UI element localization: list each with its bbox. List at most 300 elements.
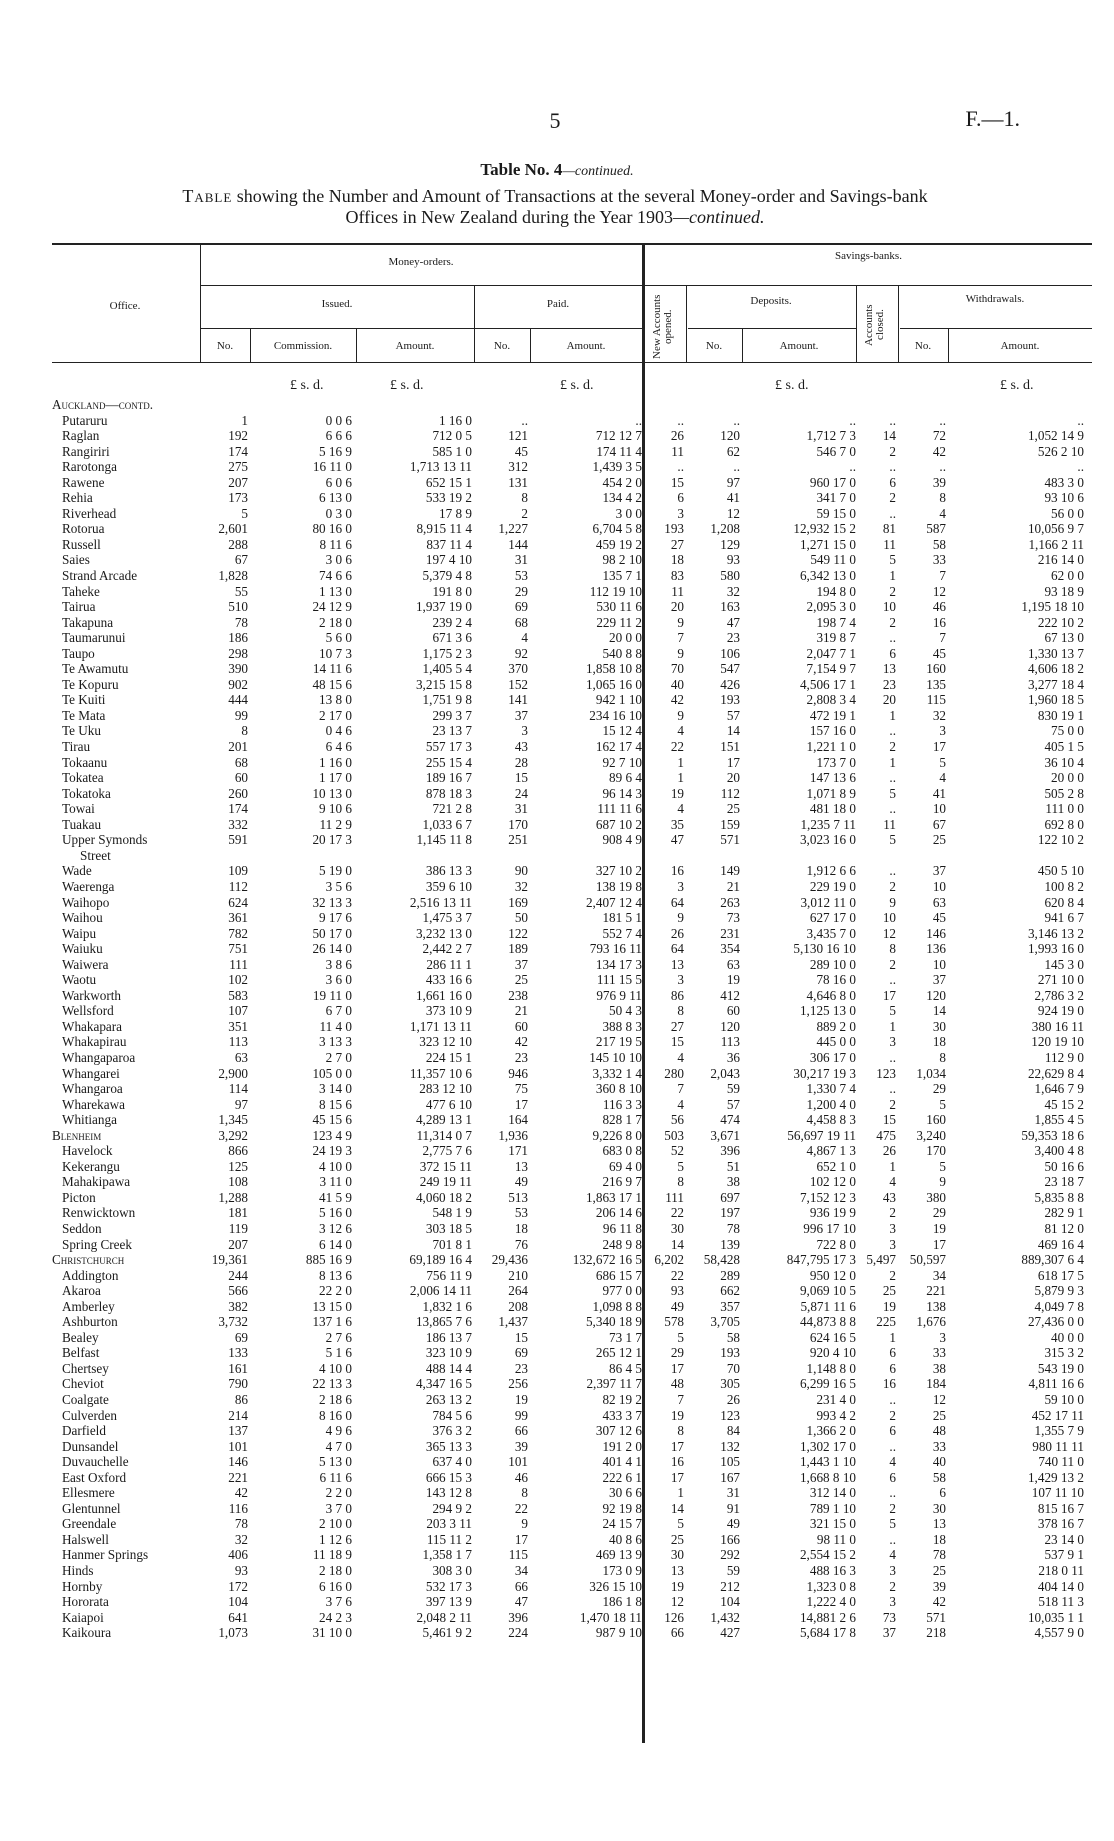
issued-commission: 24 2 3 bbox=[319, 1609, 352, 1625]
deposits-amount: 1,366 2 0 bbox=[806, 1423, 856, 1439]
deposits-no: 112 bbox=[720, 785, 740, 801]
new-accounts: 64 bbox=[670, 941, 684, 957]
paid-no: 69 bbox=[514, 599, 528, 615]
deposits-no: 105 bbox=[720, 1454, 740, 1470]
new-accounts: 49 bbox=[670, 1298, 684, 1314]
issued-amount: 323 10 9 bbox=[425, 1345, 472, 1361]
issued-commission: 5 19 0 bbox=[319, 863, 352, 879]
accounts-closed: 26 bbox=[882, 1143, 896, 1159]
office-name: Rotorua bbox=[62, 521, 105, 537]
new-accounts: 18 bbox=[670, 552, 684, 568]
table-row bbox=[0, 1594, 1114, 1610]
col-rule-7 bbox=[856, 285, 857, 363]
new-accounts: 14 bbox=[670, 1236, 684, 1252]
deposits-amount: 56,697 19 11 bbox=[787, 1127, 856, 1143]
deposits-no: 113 bbox=[720, 1034, 740, 1050]
issued-amount: 1,937 19 0 bbox=[415, 599, 472, 615]
deposits-amount: 549 11 0 bbox=[810, 552, 856, 568]
issued-commission: 2 17 0 bbox=[319, 707, 352, 723]
office-name: Waiwera bbox=[62, 956, 109, 972]
deposits-no: 1,208 bbox=[710, 521, 740, 537]
deposits-no: 97 bbox=[726, 474, 740, 490]
withdrawals-amount: 5,835 8 8 bbox=[1034, 1189, 1084, 1205]
issued-no: 214 bbox=[228, 1407, 248, 1423]
paid-no: 76 bbox=[514, 1236, 528, 1252]
issued-no: 591 bbox=[228, 832, 248, 848]
accounts-closed: 6 bbox=[889, 1469, 896, 1485]
accounts-closed: 1 bbox=[889, 568, 896, 584]
issued-commission: 41 5 9 bbox=[319, 1189, 352, 1205]
withdrawals-no: 184 bbox=[926, 1376, 946, 1392]
header-issued-no: No. bbox=[216, 340, 234, 352]
header-bottom-rule bbox=[52, 362, 1092, 363]
issued-amount: 286 11 1 bbox=[426, 956, 472, 972]
deposits-no: 120 bbox=[720, 428, 740, 444]
table-row bbox=[0, 428, 1114, 444]
paid-no: 15 bbox=[514, 770, 528, 786]
issued-no: 201 bbox=[228, 739, 248, 755]
paid-amount: 98 2 10 bbox=[602, 552, 642, 568]
accounts-closed: 123 bbox=[876, 1065, 896, 1081]
paid-amount: 69 4 0 bbox=[609, 1158, 642, 1174]
withdrawals-amount: 59 10 0 bbox=[1044, 1392, 1084, 1407]
table-row bbox=[0, 1003, 1114, 1019]
issued-commission: 6 7 0 bbox=[325, 1003, 352, 1019]
table-row bbox=[0, 1423, 1114, 1439]
issued-amount: 186 13 7 bbox=[425, 1329, 472, 1345]
office-name: Te Awamutu bbox=[62, 661, 129, 677]
issued-no: 146 bbox=[228, 1454, 248, 1470]
table-row bbox=[0, 863, 1114, 879]
withdrawals-no: 587 bbox=[926, 521, 946, 537]
withdrawals-no: 30 bbox=[932, 1500, 946, 1516]
table-row bbox=[0, 475, 1114, 491]
withdrawals-no: 12 bbox=[932, 583, 946, 599]
paid-no: 66 bbox=[514, 1423, 528, 1439]
table-row bbox=[0, 1066, 1114, 1082]
issued-no: 78 bbox=[234, 614, 248, 630]
accounts-closed: 4 bbox=[889, 1547, 896, 1563]
office-name: Picton bbox=[62, 1189, 96, 1205]
paid-no: 53 bbox=[514, 1205, 528, 1221]
deposits-no: 31 bbox=[726, 1485, 740, 1501]
issued-commission: 0 3 0 bbox=[325, 505, 352, 521]
issued-no: 69 bbox=[234, 1329, 248, 1345]
deposits-amount: 624 16 5 bbox=[809, 1329, 856, 1345]
accounts-closed: .. bbox=[889, 1081, 896, 1097]
paid-amount: 683 0 8 bbox=[602, 1143, 642, 1159]
office-name: Warkworth bbox=[62, 987, 121, 1003]
issued-amount: 299 3 7 bbox=[432, 707, 472, 723]
withdrawals-no: 5 bbox=[939, 754, 946, 770]
new-accounts: 42 bbox=[670, 692, 684, 708]
new-accounts: 17 bbox=[670, 1360, 684, 1376]
deposits-no: 426 bbox=[720, 676, 740, 692]
issued-commission: 31 10 0 bbox=[312, 1625, 352, 1641]
deposits-amount: 996 17 10 bbox=[803, 1220, 856, 1236]
paid-no: 513 bbox=[508, 1189, 528, 1205]
withdrawals-no: 78 bbox=[932, 1547, 946, 1563]
withdrawals-no: .. bbox=[939, 459, 946, 475]
new-accounts: 3 bbox=[677, 878, 684, 894]
deposits-no: 59 bbox=[726, 1081, 740, 1097]
accounts-closed: 3 bbox=[889, 1594, 896, 1610]
issued-amount: 8,915 11 4 bbox=[416, 521, 472, 537]
deposits-no: 263 bbox=[720, 894, 740, 910]
deposits-amount: 5,871 11 6 bbox=[800, 1298, 856, 1314]
paid-no: 169 bbox=[508, 894, 528, 910]
issued-commission: 13 8 0 bbox=[319, 692, 352, 708]
accounts-closed: .. bbox=[889, 1485, 896, 1501]
issued-amount: 197 4 10 bbox=[425, 552, 472, 568]
paid-amount: 1,863 17 1 bbox=[585, 1189, 642, 1205]
withdrawals-amount: 505 2 8 bbox=[1044, 785, 1084, 801]
table-row bbox=[0, 1190, 1114, 1206]
accounts-closed: 13 bbox=[882, 661, 896, 677]
paid-amount: 828 1 7 bbox=[602, 1112, 642, 1128]
issued-amount: 756 11 9 bbox=[426, 1267, 472, 1283]
deposits-amount: 5,684 17 8 bbox=[799, 1625, 856, 1641]
withdrawals-amount: 4,811 16 6 bbox=[1028, 1376, 1084, 1392]
issued-commission: 6 4 6 bbox=[325, 739, 352, 755]
accounts-closed: 10 bbox=[882, 910, 896, 926]
withdrawals-no: 8 bbox=[939, 490, 946, 506]
deposits-amount: 889 2 0 bbox=[816, 1018, 856, 1034]
issued-commission: 3 7 6 bbox=[325, 1594, 352, 1610]
office-name: Tokaanu bbox=[62, 754, 108, 770]
issued-no: 361 bbox=[228, 910, 248, 926]
new-accounts: 20 bbox=[670, 599, 684, 615]
new-accounts: 27 bbox=[670, 1018, 684, 1034]
withdrawals-no: 33 bbox=[932, 1438, 946, 1454]
withdrawals-amount: 380 16 11 bbox=[1031, 1018, 1084, 1034]
paid-amount: 89 6 4 bbox=[609, 770, 642, 786]
withdrawals-amount: 404 14 0 bbox=[1037, 1578, 1084, 1594]
issued-amount: 2,516 13 11 bbox=[409, 894, 472, 910]
accounts-closed: 8 bbox=[889, 941, 896, 957]
issued-no: 244 bbox=[228, 1267, 248, 1283]
office-name: Waerenga bbox=[62, 878, 115, 894]
table-row bbox=[0, 832, 1114, 848]
paid-amount: 1,065 16 0 bbox=[585, 676, 642, 692]
withdrawals-no: 12 bbox=[932, 1392, 946, 1407]
deposits-amount: 306 17 0 bbox=[809, 1049, 856, 1065]
accounts-closed: .. bbox=[889, 1438, 896, 1454]
paid-no: 164 bbox=[508, 1112, 528, 1128]
paid-no: 2 bbox=[521, 505, 528, 521]
table-row bbox=[0, 677, 1114, 693]
issued-amount: 5,379 4 8 bbox=[422, 568, 472, 584]
table-row bbox=[0, 1454, 1114, 1470]
deposits-no: 21 bbox=[726, 878, 740, 894]
new-accounts: 4 bbox=[677, 801, 684, 817]
deposits-amount: 1,071 8 9 bbox=[806, 785, 856, 801]
office-name: Hinds bbox=[62, 1563, 94, 1579]
withdrawals-amount: 1,195 18 10 bbox=[1021, 599, 1084, 615]
withdrawals-amount: 618 17 5 bbox=[1037, 1267, 1084, 1283]
issued-commission: 3 6 0 bbox=[325, 972, 352, 988]
issued-amount: 308 3 0 bbox=[432, 1563, 472, 1579]
deposits-amount: 98 11 0 bbox=[816, 1531, 856, 1547]
office-name: Wade bbox=[62, 863, 92, 879]
issued-no: 172 bbox=[228, 1578, 248, 1594]
new-accounts: 17 bbox=[670, 1438, 684, 1454]
withdrawals-no: 3,240 bbox=[916, 1127, 946, 1143]
table-row bbox=[0, 895, 1114, 911]
table-row bbox=[0, 1050, 1114, 1066]
office-name: Rehia bbox=[62, 490, 93, 506]
issued-commission: 2 18 0 bbox=[319, 1563, 352, 1579]
deposits-amount: 2,047 7 1 bbox=[806, 645, 856, 661]
paid-no: 8 bbox=[521, 490, 528, 506]
issued-amount: 585 1 0 bbox=[432, 443, 472, 459]
new-accounts: 7 bbox=[677, 1392, 684, 1407]
deposits-no: 396 bbox=[720, 1143, 740, 1159]
accounts-closed: 2 bbox=[889, 583, 896, 599]
withdrawals-no: 14 bbox=[932, 1003, 946, 1019]
subtitle-cont: —continued. bbox=[673, 207, 765, 227]
issued-amount: 2,442 2 7 bbox=[422, 941, 472, 957]
paid-no: 75 bbox=[514, 1081, 528, 1097]
issued-amount: 294 9 2 bbox=[432, 1500, 472, 1516]
accounts-closed: 6 bbox=[889, 645, 896, 661]
table-row bbox=[0, 1299, 1114, 1315]
issued-amount: 1,713 13 11 bbox=[409, 459, 472, 475]
deposits-no: 571 bbox=[720, 832, 740, 848]
deposits-no: 17 bbox=[726, 754, 740, 770]
deposits-no: 163 bbox=[720, 599, 740, 615]
issued-no: 351 bbox=[228, 1018, 248, 1034]
accounts-closed: .. bbox=[889, 972, 896, 988]
header-withdrawals-amount: Amount. bbox=[1000, 340, 1040, 352]
issued-no: 181 bbox=[228, 1205, 248, 1221]
accounts-closed: 43 bbox=[882, 1189, 896, 1205]
withdrawals-amount: 10,056 9 7 bbox=[1027, 521, 1084, 537]
withdrawals-amount: 122 10 2 bbox=[1037, 832, 1084, 848]
deposits-amount: 1,222 4 0 bbox=[806, 1594, 856, 1610]
table-row bbox=[0, 444, 1114, 460]
deposits-no: 123 bbox=[720, 1407, 740, 1423]
issued-commission: 137 1 6 bbox=[312, 1314, 352, 1330]
withdrawals-no: 29 bbox=[932, 1205, 946, 1221]
deposits-no: 23 bbox=[726, 630, 740, 646]
issued-commission: 6 13 0 bbox=[319, 490, 352, 506]
new-accounts: 8 bbox=[677, 1003, 684, 1019]
issued-no: 55 bbox=[234, 583, 248, 599]
issued-amount: 17 8 9 bbox=[439, 505, 472, 521]
office-name: Whakapirau bbox=[62, 1034, 127, 1050]
issued-commission: 3 11 0 bbox=[319, 1174, 352, 1190]
new-accounts: 14 bbox=[670, 1500, 684, 1516]
deposits-amount: 3,012 11 0 bbox=[800, 894, 856, 910]
deposits-no: 78 bbox=[726, 1220, 740, 1236]
issued-amount: 1,171 13 11 bbox=[409, 1018, 472, 1034]
paid-no: 170 bbox=[508, 816, 528, 832]
office-name: Hanmer Springs bbox=[62, 1547, 149, 1563]
paid-amount: 82 19 2 bbox=[602, 1392, 642, 1407]
new-accounts: 47 bbox=[670, 832, 684, 848]
withdrawals-no: 58 bbox=[932, 1469, 946, 1485]
issued-commission: 3 8 6 bbox=[325, 956, 352, 972]
withdrawals-amount: 93 18 9 bbox=[1044, 583, 1084, 599]
issued-no: 2,900 bbox=[218, 1065, 248, 1081]
header-deposits-amount: Amount. bbox=[779, 340, 819, 352]
withdrawals-amount: 1,052 14 9 bbox=[1027, 428, 1084, 444]
withdrawals-amount: .. bbox=[1077, 459, 1084, 475]
paid-amount: 181 5 1 bbox=[602, 910, 642, 926]
issued-no: 566 bbox=[228, 1283, 248, 1299]
deposits-no: 57 bbox=[726, 707, 740, 723]
paid-amount: 977 0 0 bbox=[602, 1283, 642, 1299]
accounts-closed: 2 bbox=[889, 1500, 896, 1516]
deposits-no: 132 bbox=[720, 1438, 740, 1454]
table-row bbox=[0, 490, 1114, 506]
accounts-closed: 1 bbox=[889, 707, 896, 723]
paid-amount: 307 12 6 bbox=[595, 1423, 642, 1439]
new-accounts: 5 bbox=[677, 1158, 684, 1174]
accounts-closed: 6 bbox=[889, 1360, 896, 1376]
issued-amount: 1,661 16 0 bbox=[415, 987, 472, 1003]
paid-no: 370 bbox=[508, 661, 528, 677]
paid-amount: 216 9 7 bbox=[602, 1174, 642, 1190]
office-name: Putaruru bbox=[62, 412, 108, 428]
office-name: Takapuna bbox=[62, 614, 114, 630]
table-row bbox=[0, 584, 1114, 600]
paid-amount: 687 10 2 bbox=[595, 816, 642, 832]
table-row bbox=[0, 1345, 1114, 1361]
office-name: Te Uku bbox=[62, 723, 101, 739]
accounts-closed: .. bbox=[889, 505, 896, 521]
table-row bbox=[0, 786, 1114, 802]
withdrawals-amount: 4,557 9 0 bbox=[1034, 1625, 1084, 1641]
paid-amount: 2,407 12 4 bbox=[585, 894, 642, 910]
paid-amount: 459 19 2 bbox=[595, 536, 642, 552]
issued-commission: 3 13 3 bbox=[319, 1034, 352, 1050]
deposits-amount: 4,646 8 0 bbox=[806, 987, 856, 1003]
office-name: Coalgate bbox=[62, 1392, 109, 1407]
office-name: Waiuku bbox=[62, 941, 103, 957]
issued-amount: 263 13 2 bbox=[425, 1392, 472, 1407]
office-name: Christchurch bbox=[52, 1252, 125, 1268]
paid-amount: 712 12 7 bbox=[595, 428, 642, 444]
deposits-amount: 2,554 15 2 bbox=[799, 1547, 856, 1563]
withdrawals-amount: 3,277 18 4 bbox=[1027, 676, 1084, 692]
issued-no: 641 bbox=[228, 1609, 248, 1625]
withdrawals-no: 146 bbox=[926, 925, 946, 941]
header-withdrawals-no: No. bbox=[914, 340, 932, 352]
withdrawals-no: 5 bbox=[939, 1158, 946, 1174]
paid-no: 66 bbox=[514, 1578, 528, 1594]
new-accounts: 12 bbox=[670, 1594, 684, 1610]
paid-amount: 132,672 16 5 bbox=[572, 1252, 642, 1268]
issued-commission: 11 4 0 bbox=[319, 1018, 352, 1034]
withdrawals-no: 46 bbox=[932, 599, 946, 615]
paid-amount: 454 2 0 bbox=[602, 474, 642, 490]
withdrawals-no: 1,034 bbox=[916, 1065, 946, 1081]
deposits-amount: 2,095 3 0 bbox=[806, 599, 856, 615]
issued-amount: 2,775 7 6 bbox=[422, 1143, 472, 1159]
paid-amount: 401 4 1 bbox=[602, 1454, 642, 1470]
issued-commission: 4 9 6 bbox=[325, 1423, 352, 1439]
withdrawals-no: 3 bbox=[939, 1329, 946, 1345]
paid-amount: 162 17 4 bbox=[595, 739, 642, 755]
office-name: Whitianga bbox=[62, 1112, 117, 1128]
deposits-amount: 198 7 4 bbox=[816, 614, 856, 630]
office-name: Rawene bbox=[62, 474, 105, 490]
deposits-no: 3,705 bbox=[710, 1314, 740, 1330]
paid-no: 121 bbox=[508, 428, 528, 444]
withdrawals-no: 19 bbox=[932, 1220, 946, 1236]
accounts-closed: 37 bbox=[882, 1625, 896, 1641]
new-accounts: 30 bbox=[670, 1220, 684, 1236]
issued-amount: 3,215 15 8 bbox=[415, 676, 472, 692]
withdrawals-no: 9 bbox=[939, 1174, 946, 1190]
withdrawals-amount: 980 11 11 bbox=[1032, 1438, 1084, 1454]
new-accounts: 22 bbox=[670, 1267, 684, 1283]
units-issued-amount: £ s. d. bbox=[390, 378, 424, 393]
new-accounts: 16 bbox=[670, 863, 684, 879]
table-row bbox=[0, 755, 1114, 771]
accounts-closed: 11 bbox=[883, 816, 896, 832]
paid-amount: 1,439 3 5 bbox=[592, 459, 642, 475]
issued-commission: 105 0 0 bbox=[312, 1065, 352, 1081]
paid-no: 131 bbox=[508, 474, 528, 490]
issued-no: 790 bbox=[228, 1376, 248, 1392]
paid-no: 141 bbox=[508, 692, 528, 708]
accounts-closed: .. bbox=[889, 723, 896, 739]
header-paid-amount: Amount. bbox=[566, 340, 606, 352]
accounts-closed: 225 bbox=[876, 1314, 896, 1330]
header-deposits-no: No. bbox=[705, 340, 723, 352]
col-rule-2 bbox=[356, 328, 357, 363]
withdrawals-amount: 10,035 1 1 bbox=[1027, 1609, 1084, 1625]
office-name: Kekerangu bbox=[62, 1158, 120, 1174]
withdrawals-no: 32 bbox=[932, 707, 946, 723]
paid-amount: 92 19 8 bbox=[602, 1500, 642, 1516]
issued-no: 1,828 bbox=[218, 568, 248, 584]
table-row bbox=[0, 848, 1114, 864]
new-accounts: 4 bbox=[677, 1049, 684, 1065]
issued-no: 63 bbox=[234, 1049, 248, 1065]
header-savings-banks: Savings-banks. bbox=[835, 250, 902, 262]
accounts-closed: .. bbox=[889, 1392, 896, 1407]
office-name: Akaroa bbox=[62, 1283, 101, 1299]
col-rule-9 bbox=[948, 328, 949, 363]
new-accounts: 66 bbox=[670, 1625, 684, 1641]
withdrawals-amount: 1,355 7 9 bbox=[1034, 1423, 1084, 1439]
issued-commission: 16 11 0 bbox=[312, 459, 352, 475]
office-name: Waihopo bbox=[62, 894, 110, 910]
new-accounts: 4 bbox=[677, 1096, 684, 1112]
paid-amount: 116 3 3 bbox=[602, 1096, 642, 1112]
new-accounts: 70 bbox=[670, 661, 684, 677]
table-row bbox=[0, 988, 1114, 1004]
deposits-no: 59 bbox=[726, 1563, 740, 1579]
issued-commission: 24 12 9 bbox=[312, 599, 352, 615]
paid-no: 21 bbox=[514, 1003, 528, 1019]
table-row bbox=[0, 692, 1114, 708]
withdrawals-amount: 4,049 7 8 bbox=[1034, 1298, 1084, 1314]
paid-no: 29 bbox=[514, 583, 528, 599]
new-accounts: 111 bbox=[665, 1189, 684, 1205]
paid-amount: 1,858 10 8 bbox=[585, 661, 642, 677]
table-row bbox=[0, 1159, 1114, 1175]
paid-no: 28 bbox=[514, 754, 528, 770]
deposits-no: 57 bbox=[726, 1096, 740, 1112]
paid-amount: 469 13 9 bbox=[595, 1547, 642, 1563]
issued-amount: 191 8 0 bbox=[432, 583, 472, 599]
paid-no: 60 bbox=[514, 1018, 528, 1034]
